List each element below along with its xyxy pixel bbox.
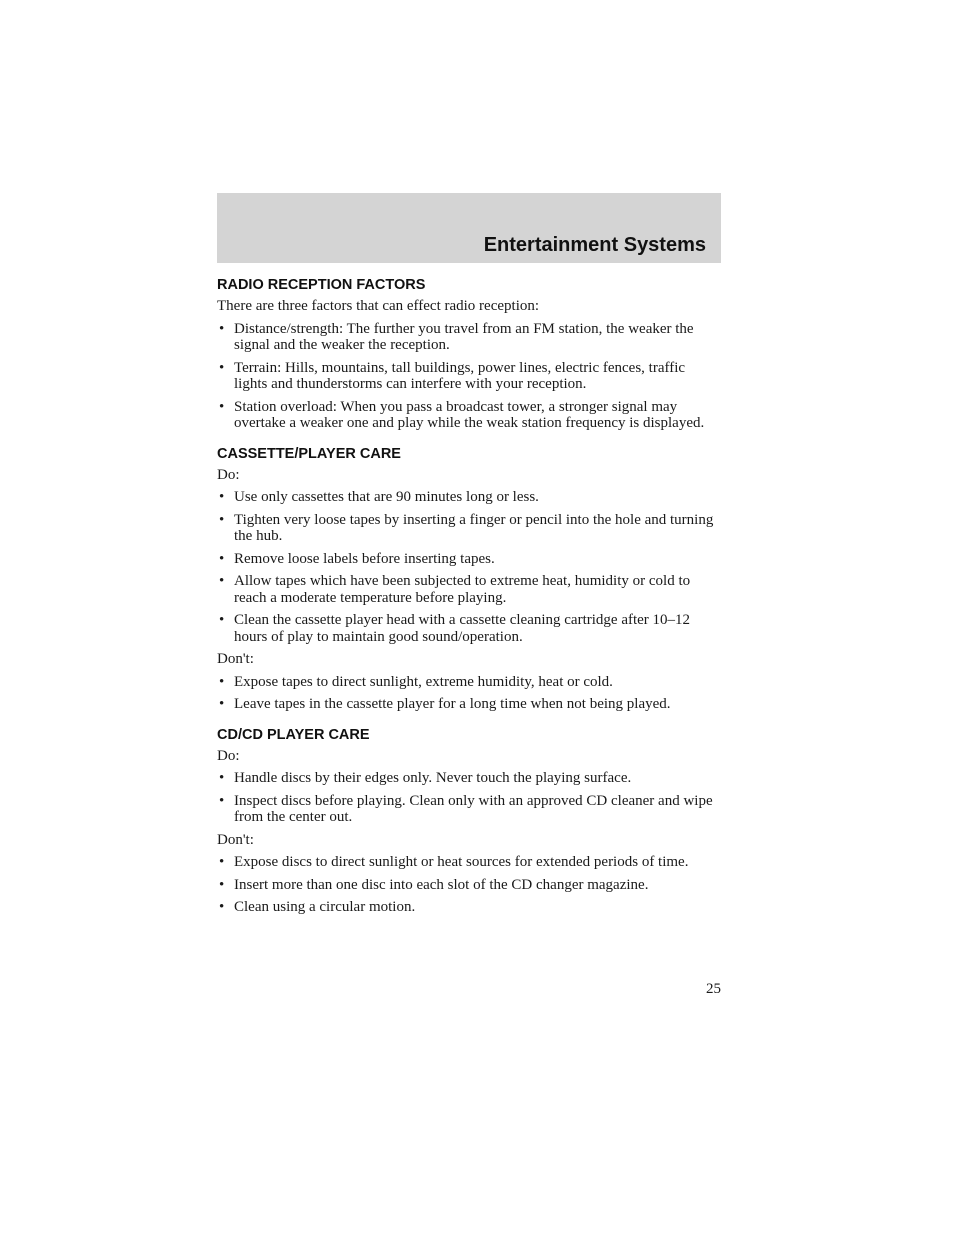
dont-list [217,674,721,713]
list-item: • Expose discs to direct sunlight or heat sources for extended periods of time. [219,854,689,870]
section-heading: CD/CD PLAYER CARE [217,726,370,743]
list-item: • Clean using a circular motion. [219,899,416,915]
page-title: Entertainment Systems [483,234,706,256]
section-intro: There are three factors that can effect radio reception: [217,298,540,314]
bullet-icon: • [219,876,225,893]
list-item: • Expose tapes to direct sunlight, extreme humidity, heat or cold. [219,673,613,690]
bullet-icon: • [219,573,225,589]
list-item: • Terrain: Hills, mountains, tall buildings, power lines, electric fences, traffic lights and thunderstorms can interfere with your reception. [219,359,686,392]
section-radio-reception [217,276,721,432]
bullet-icon: • [219,696,225,712]
bullet-icon: • [219,511,225,528]
list-item: • Remove loose labels before inserting tapes. [219,550,495,567]
list-item: • Use only cassettes that are 90 minutes long or less. [219,489,539,505]
list-item: • Insert more than one disc into each slot of the CD changer magazine. [219,876,649,893]
bullet-icon: • [219,359,225,376]
do-label: Do: [217,747,240,764]
bullet-icon: • [219,792,225,809]
do-list [217,489,721,645]
bullet-icon: • [219,489,225,505]
page-number: 25 [706,981,721,997]
section-heading: RADIO RECEPTION FACTORS [217,277,426,293]
section-heading: CASSETTE/PLAYER CARE [217,445,401,462]
do-label: Do: [217,466,240,483]
section-cassette-care [217,445,721,713]
bullet-icon: • [219,899,225,915]
list-item: • Station overload: When you pass a broadcast tower, a stronger signal may overtake a weaker one and play while the weak station frequency is displayed. [219,398,705,431]
bullet-icon: • [219,612,225,628]
bullet-list [217,321,721,432]
dont-label: Don't: [217,831,254,848]
list-item: • Allow tapes which have been subjected to extreme heat, humidity or cold to reach a moderate temperature before playing. [219,573,691,606]
list-item: • Tighten very loose tapes by inserting a finger or pencil into the hole and turning the hub. [219,511,714,544]
bullet-icon: • [219,854,225,870]
list-item: • Clean the cassette player head with a cassette cleaning cartridge after 10–12 hours of play to maintain good sound/operation. [219,612,691,645]
section-cd-care [217,726,721,916]
dont-label: Don't: [217,651,254,667]
list-item: • Leave tapes in the cassette player for a long time when not being played. [219,696,671,712]
content [217,276,721,929]
list-item: • Distance/strength: The further you travel from an FM station, the weaker the signal and the weaker the reception. [219,320,694,353]
list-item: • Handle discs by their edges only. Never touch the playing surface. [219,770,632,786]
do-list [217,770,721,826]
bullet-icon: • [219,770,225,786]
bullet-icon: • [219,398,225,415]
dont-list [217,854,721,916]
bullet-icon: • [219,673,225,690]
bullet-icon: • [219,320,225,337]
header-band [217,193,721,263]
list-item: • Inspect discs before playing. Clean only with an approved CD cleaner and wipe from the center out. [219,792,713,825]
bullet-icon: • [219,550,225,567]
